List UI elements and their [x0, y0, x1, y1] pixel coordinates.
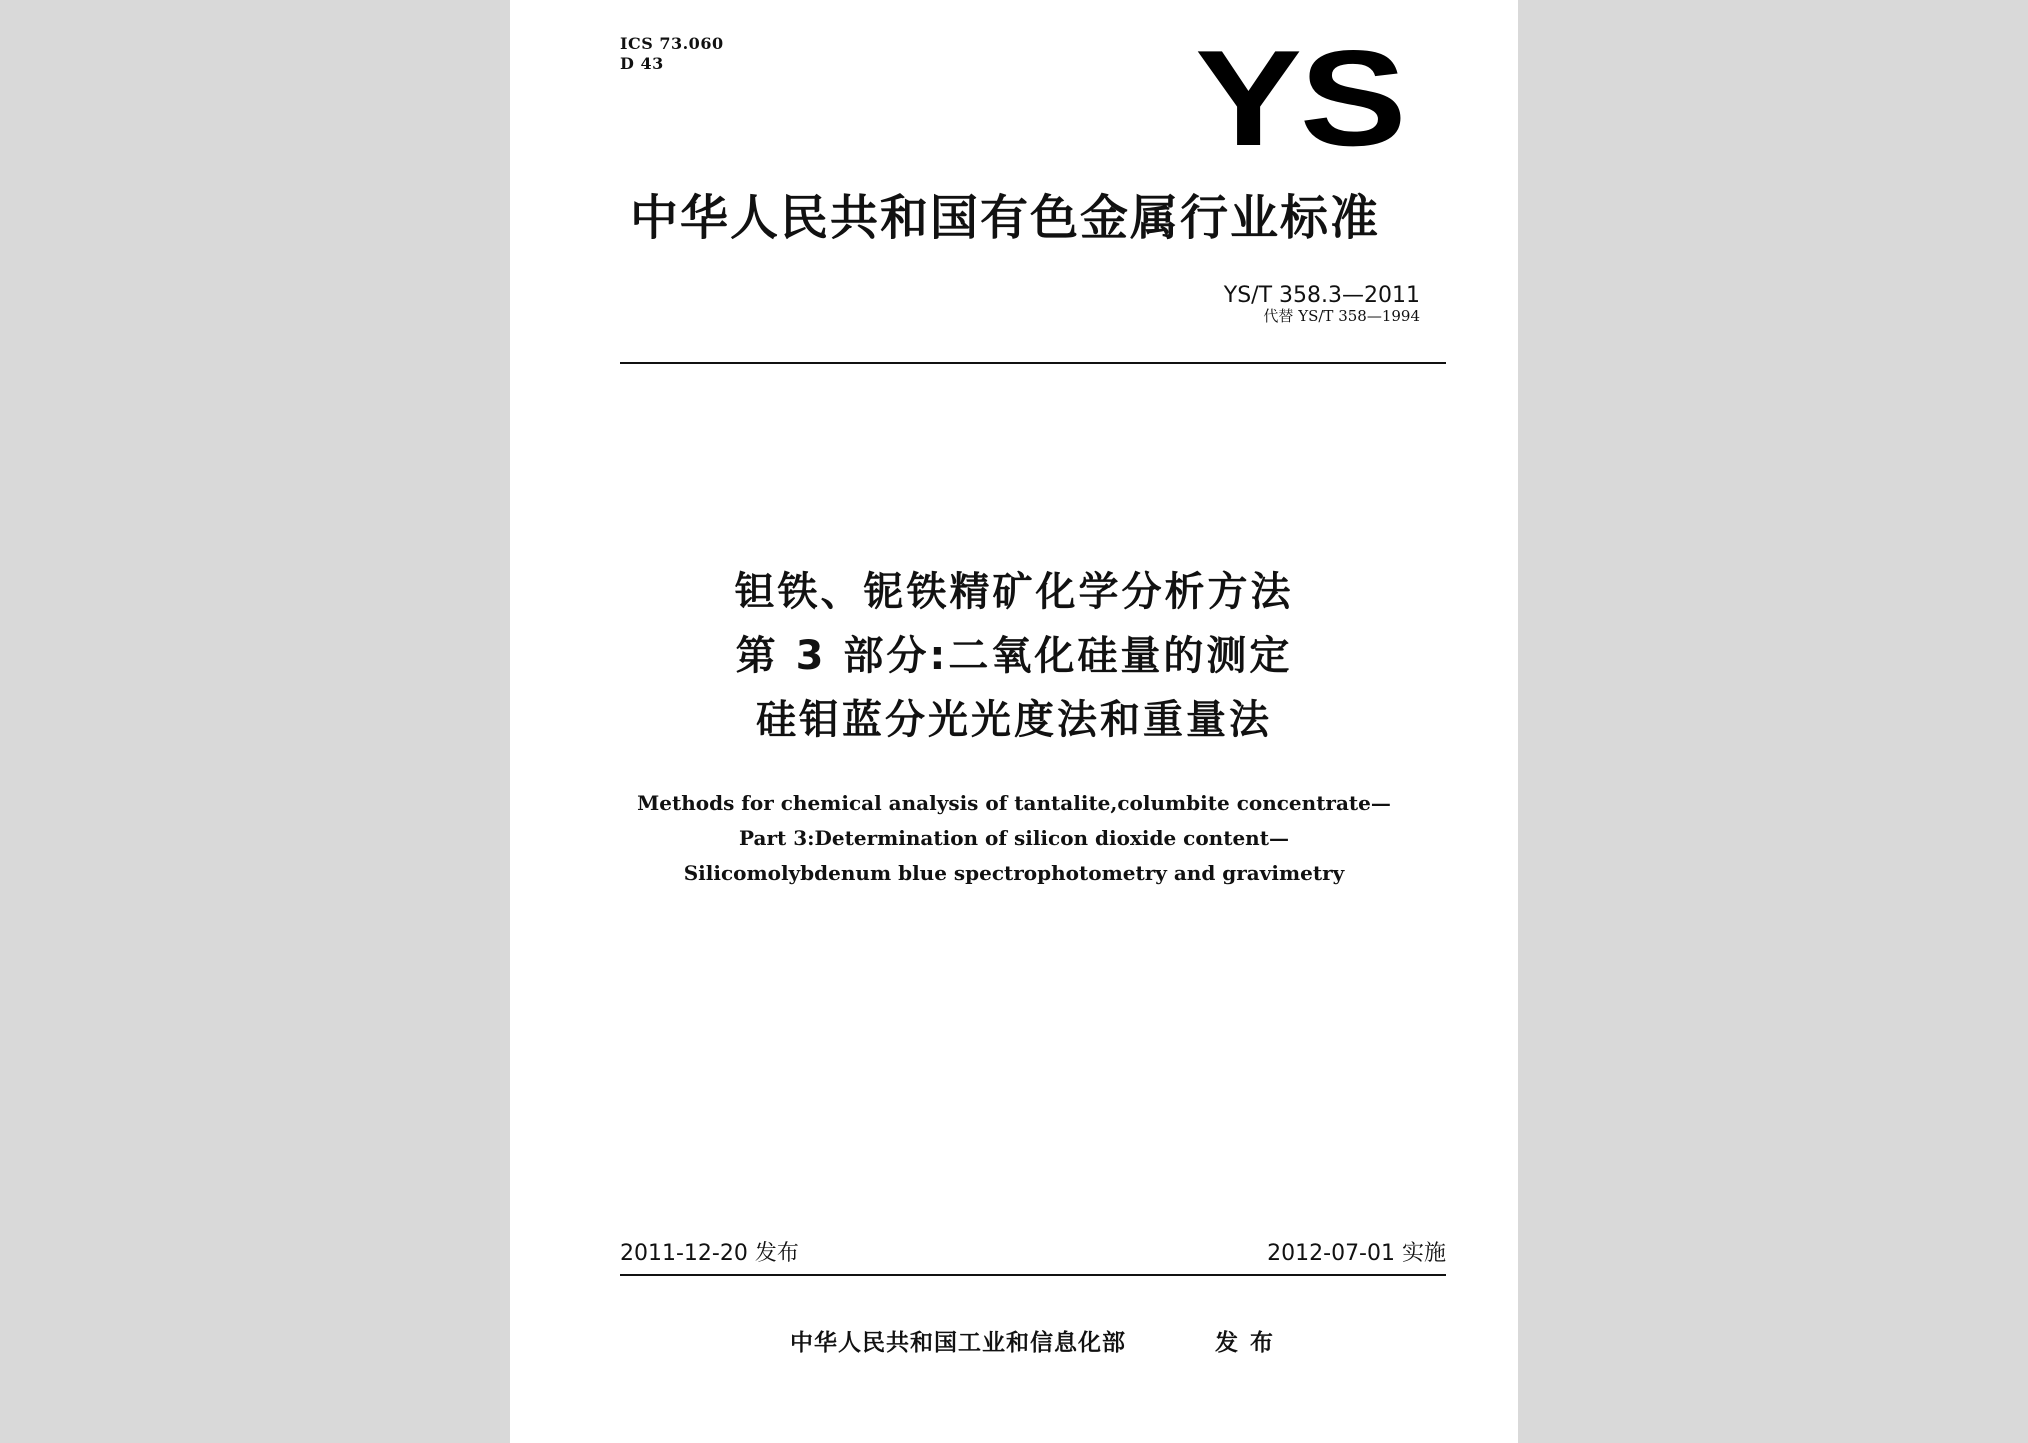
- chinese-title: [510, 560, 1518, 752]
- issuing-authority: 中华人民共和国工业和信息化部: [790, 1330, 1126, 1356]
- bottom-divider: [620, 1274, 1446, 1276]
- standard-organization-title: 中华人民共和国有色金属行业标准: [630, 190, 1381, 246]
- standard-code: YS/T 358.3—2011: [1223, 283, 1420, 308]
- english-title-line: Part 3:Determination of silicon dioxide content—: [739, 826, 1289, 850]
- issue-date: 2011-12-20 发布: [620, 1241, 799, 1266]
- chinese-title-line: 钽铁、铌铁精矿化学分析方法: [734, 569, 1294, 615]
- classification-codes: [620, 34, 724, 74]
- replaces-standard: 代替 YS/T 358—1994: [1263, 307, 1420, 325]
- document-page: [510, 0, 1518, 1443]
- chinese-title-line: 硅钼蓝分光光度法和重量法: [756, 697, 1272, 743]
- ys-logo: YS: [1195, 22, 1405, 174]
- ics-code: ICS 73.060: [620, 34, 724, 53]
- english-title-line: Methods for chemical analysis of tantalite,columbite concentrate—: [637, 791, 1391, 815]
- top-divider: [620, 362, 1446, 364]
- implementation-date: 2012-07-01 实施: [1267, 1241, 1446, 1266]
- issuer-action: 发布: [1215, 1330, 1285, 1356]
- english-title: [510, 786, 1518, 891]
- chinese-title-line: 第 3 部分:二氧化硅量的测定: [735, 633, 1293, 679]
- ccs-code: D 43: [620, 54, 664, 73]
- english-title-line: Silicomolybdenum blue spectrophotometry and gravimetry: [683, 861, 1345, 885]
